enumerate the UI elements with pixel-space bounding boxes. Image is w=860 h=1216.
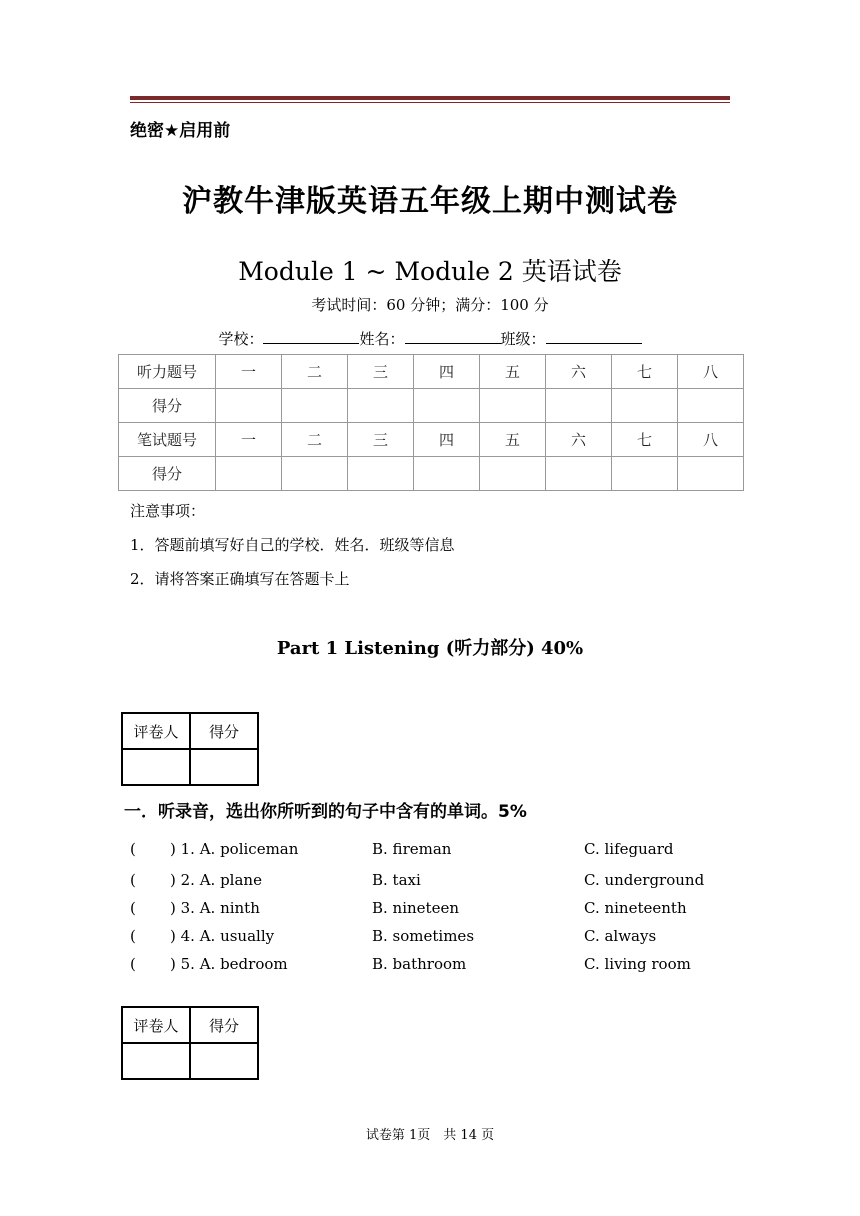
option-b: B. fireman	[372, 840, 452, 858]
exam-info: 考试时间：60 分钟；满分：100 分	[311, 296, 549, 314]
score-cell[interactable]	[480, 389, 546, 423]
grader-table	[121, 1006, 259, 1080]
score-cell[interactable]	[612, 389, 678, 423]
score-label: 得分	[119, 389, 216, 423]
section-number: 八	[678, 423, 744, 457]
question1-heading: 一．听录音，选出你所听到的句子中含有的单词。5%	[124, 802, 527, 822]
section-number: 八	[678, 355, 744, 389]
page-footer: 试卷第 1页 共 14 页	[365, 1128, 495, 1143]
writing-number-row	[119, 423, 744, 457]
section-number: 七	[612, 355, 678, 389]
answer-paren[interactable]: (	[130, 927, 136, 945]
score-cell[interactable]	[414, 389, 480, 423]
option-c: C. underground	[584, 871, 705, 889]
score-cell[interactable]	[678, 389, 744, 423]
class-label: 班级：	[500, 330, 546, 348]
secret-label: 绝密★启用前	[130, 121, 231, 141]
score-cell[interactable]	[678, 457, 744, 491]
option-c: C. lifeguard	[584, 840, 674, 858]
section-number: 四	[414, 423, 480, 457]
section-number: 一	[216, 355, 282, 389]
listening-number-row	[119, 355, 744, 389]
section-number: 五	[480, 355, 546, 389]
listening-label: 听力题号	[119, 355, 216, 389]
answer-paren[interactable]: (	[130, 955, 136, 973]
notes-heading: 注意事项：	[130, 502, 206, 520]
score-cell[interactable]	[612, 457, 678, 491]
option-c: C. living room	[584, 955, 691, 973]
note-item: 2．请将答案正确填写在答题卡上	[130, 570, 350, 588]
option-b: B. nineteen	[372, 899, 459, 917]
school-label: 学校：	[218, 330, 264, 348]
section-number: 二	[282, 355, 348, 389]
grader-label: 评卷人	[122, 1007, 190, 1043]
note-item: 1．答题前填写好自己的学校．姓名．班级等信息	[130, 536, 455, 554]
school-blank[interactable]	[263, 329, 359, 344]
score-cell[interactable]	[480, 457, 546, 491]
writing-label: 笔试题号	[119, 423, 216, 457]
section-number: 五	[480, 423, 546, 457]
option-a: ) 2. A. plane	[170, 871, 262, 889]
section-number: 一	[216, 423, 282, 457]
class-blank[interactable]	[546, 329, 642, 344]
grader-score-label: 得分	[190, 713, 258, 749]
question-item	[130, 899, 750, 921]
grader-score-cell[interactable]	[190, 1043, 258, 1079]
question-item	[130, 927, 750, 949]
score-cell[interactable]	[216, 457, 282, 491]
score-cell[interactable]	[414, 457, 480, 491]
option-c: C. nineteenth	[584, 899, 687, 917]
option-b: B. taxi	[372, 871, 421, 889]
score-cell[interactable]	[348, 457, 414, 491]
name-label: 姓名：	[359, 330, 405, 348]
question-item	[130, 955, 750, 977]
option-a: ) 5. A. bedroom	[170, 955, 288, 973]
score-cell[interactable]	[546, 457, 612, 491]
section-number: 三	[348, 355, 414, 389]
section-number: 六	[546, 355, 612, 389]
grader-score-label: 得分	[190, 1007, 258, 1043]
score-label: 得分	[119, 457, 216, 491]
option-c: C. always	[584, 927, 657, 945]
score-table	[118, 354, 744, 491]
grader-label: 评卷人	[122, 713, 190, 749]
section-number: 三	[348, 423, 414, 457]
page-subtitle: Module 1 ~ Module 2 英语试卷	[238, 257, 622, 286]
grader-cell[interactable]	[122, 1043, 190, 1079]
answer-paren[interactable]: (	[130, 871, 136, 889]
part1-title: Part 1 Listening (听力部分) 40%	[276, 638, 584, 659]
page-title: 沪教牛津版英语五年级上期中测试卷	[182, 184, 678, 219]
name-blank[interactable]	[405, 329, 501, 344]
score-cell[interactable]	[348, 389, 414, 423]
grader-table	[121, 712, 259, 786]
option-a: ) 3. A. ninth	[170, 899, 260, 917]
score-cell[interactable]	[282, 457, 348, 491]
option-a: ) 4. A. usually	[170, 927, 275, 945]
answer-paren[interactable]: (	[130, 899, 136, 917]
question-item	[130, 840, 750, 862]
answer-paren[interactable]: (	[130, 840, 136, 858]
section-number: 六	[546, 423, 612, 457]
writing-score-row	[119, 457, 744, 491]
score-cell[interactable]	[216, 389, 282, 423]
grader-score-cell[interactable]	[190, 749, 258, 785]
section-number: 二	[282, 423, 348, 457]
listening-score-row	[119, 389, 744, 423]
header-rule-thin	[130, 102, 730, 103]
option-b: B. sometimes	[372, 927, 475, 945]
header-rule	[130, 96, 730, 100]
option-a: ) 1. A. policeman	[170, 840, 299, 858]
score-cell[interactable]	[546, 389, 612, 423]
student-info	[0, 328, 860, 349]
grader-cell[interactable]	[122, 749, 190, 785]
section-number: 七	[612, 423, 678, 457]
section-number: 四	[414, 355, 480, 389]
question-item	[130, 871, 750, 893]
score-cell[interactable]	[282, 389, 348, 423]
option-b: B. bathroom	[372, 955, 467, 973]
